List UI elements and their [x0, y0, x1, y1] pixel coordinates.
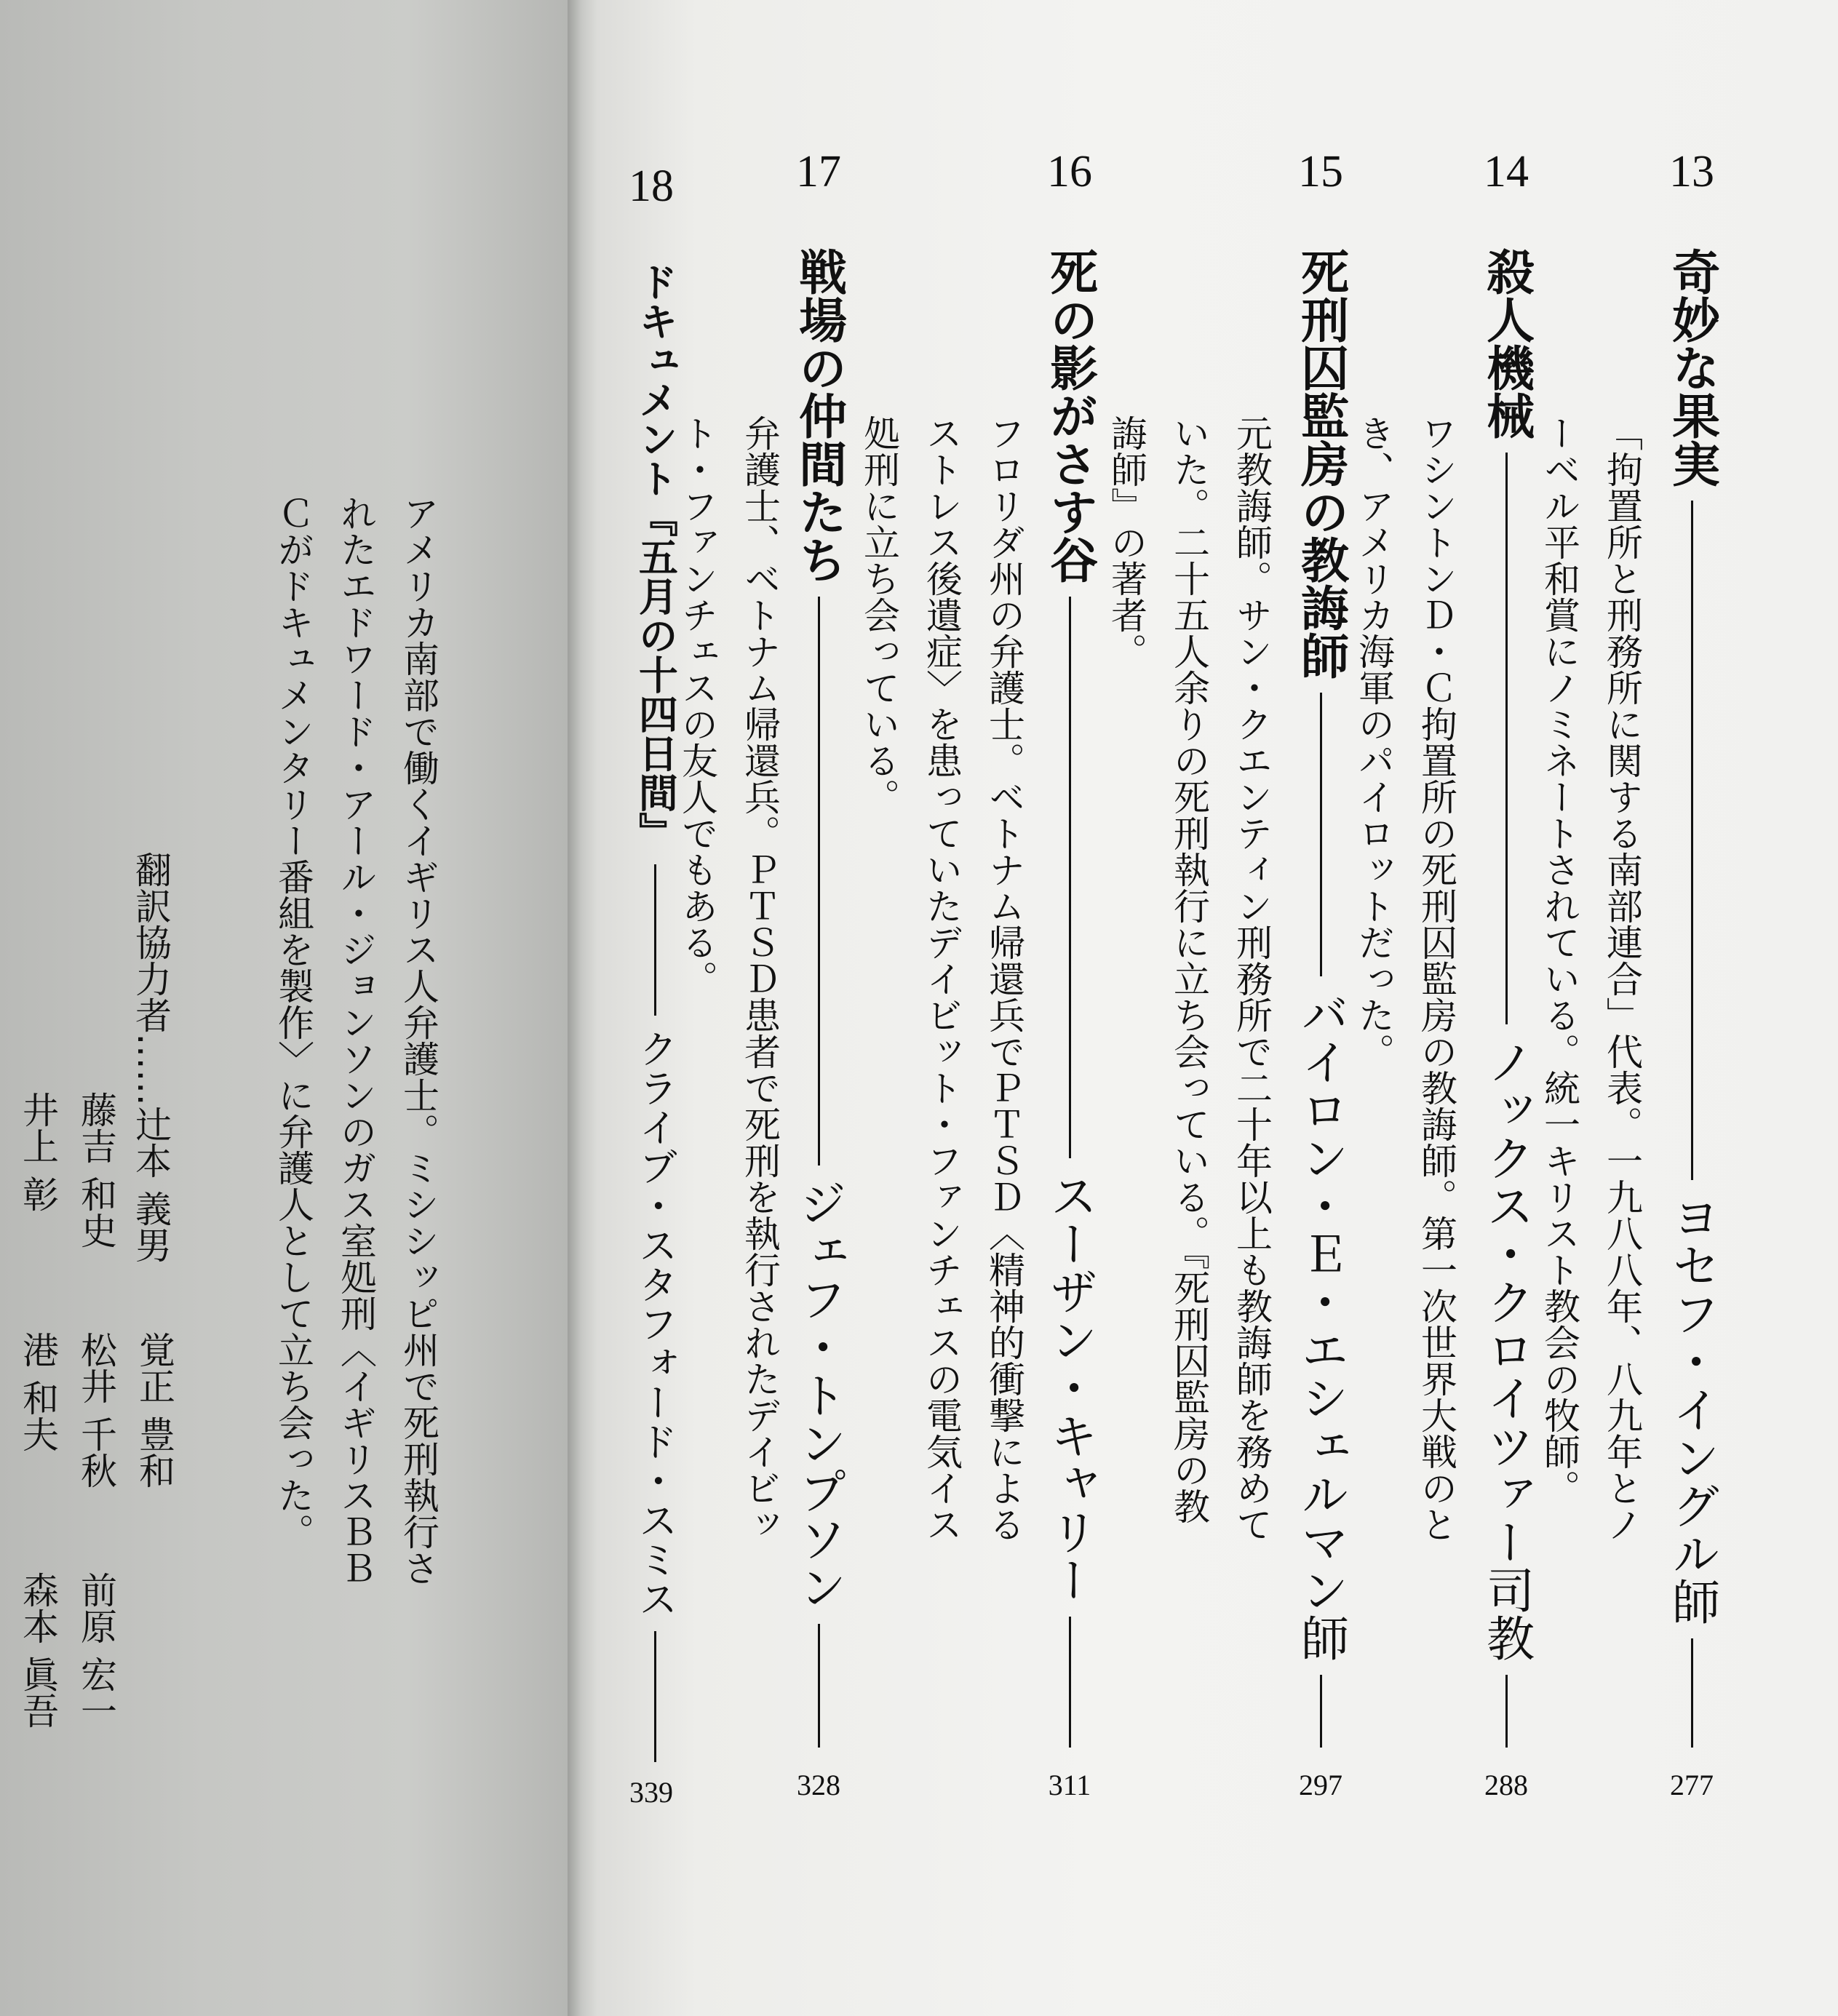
- leader-rule: [1069, 597, 1071, 1158]
- leader-rule: [654, 864, 656, 1016]
- chapter-number: 18: [629, 162, 674, 211]
- chapter-number: 15: [1298, 147, 1343, 196]
- leader-rule: [1320, 693, 1322, 976]
- chapter-number: 14: [1484, 147, 1529, 196]
- chapter-title: 死刑囚監房の教誨師 バイロン・Ｅ・エシェルマン師: [1281, 247, 1361, 1761]
- leader-rule: [818, 1624, 820, 1748]
- chapter-title: 戦場の仲間たち ジェフ・トンプソン: [779, 247, 859, 1761]
- leader-rule: [1069, 1617, 1071, 1748]
- credit-name: 前原 宏一: [75, 1571, 117, 1729]
- chapter-15-description: 元教誨師。サン・クエンティン刑務所で二十年以上も教誨師を務めて いた。二十五人余りの死刑執行に立ち会っている。『死刑囚監房の教 誨師』の著者。: [1105, 415, 1273, 1542]
- chapter-number: 13: [1669, 147, 1714, 196]
- page-number: 297: [1299, 1769, 1342, 1801]
- chapter-13-description: 「拘置所と刑務所に関する南部連合」代表。一九八八年、八九年とノ ーベル平和賞にノミネートされている。統一キリスト教会の牧師。: [1538, 415, 1643, 1542]
- credit-name: 覚正 豊和: [133, 1331, 175, 1489]
- page-number: 328: [797, 1769, 840, 1801]
- credit-name: 井上 彰: [17, 1091, 59, 1212]
- page-number: 339: [629, 1776, 673, 1809]
- credit-name: 港 和夫: [17, 1331, 59, 1452]
- credit-name: 森本 眞吾: [17, 1571, 59, 1729]
- page-number: 288: [1484, 1769, 1528, 1801]
- chapter-number: 16: [1047, 147, 1092, 196]
- credit-name: 松井 千秋: [75, 1331, 117, 1489]
- chapter-16-description: フロリダ州の弁護士。ベトナム帰還兵でＰＴＳＤ〈精神的衝撃による ストレス後遺症〉を患っていたデイビット・ファンチェスの電気イス 処刑に立ち会っている。: [858, 415, 1025, 1542]
- chapter-17-description: 弁護士、ベトナム帰還兵。ＰＴＳＤ患者で死刑を執行されたデイビッ ト・ファンチェスの友人でもある。: [676, 415, 781, 1542]
- leader-rule: [1691, 1638, 1693, 1748]
- chapter-title: ドキュメント『五月の十四日間』 クライブ・スタフォード・スミス: [618, 262, 691, 1775]
- chapter-number: 17: [796, 147, 841, 196]
- leader-rule: [1505, 1675, 1508, 1748]
- leader-rule: [1691, 501, 1693, 1180]
- credit-name: 藤吉 和史: [75, 1091, 117, 1248]
- leader-rule: [1320, 1675, 1322, 1748]
- chapter-title: 殺人機械 ノックス・クロイツァー司教: [1466, 247, 1546, 1761]
- leader-rule: [1505, 453, 1508, 1024]
- chapter-title: 死の影がさす谷 スーザン・キャリー: [1030, 247, 1110, 1761]
- credits-label: 翻訳協力者……: [130, 851, 172, 1106]
- chapter-title: 奇妙な果実 ヨセフ・イングル師: [1652, 247, 1732, 1761]
- leader-rule: [654, 1631, 656, 1762]
- chapter-14-description: ワシントンＤ・Ｃ拘置所の死刑囚監房の教誨師。第一次世界大戦のと き、アメリカ海軍のパイロットだった。: [1353, 415, 1457, 1542]
- page-number: 311: [1048, 1769, 1091, 1801]
- chapter-18-description: アメリカ南部で働くイギリス人弁護士。ミシシッピ州で死刑執行さ れたエドワード・アール・ジョンソンのガス室処刑〈イギリスＢＢ Ｃがドキュメンタリー番組を製作〉に弁護人として立ち会った。: [272, 495, 439, 1586]
- page-number: 277: [1670, 1769, 1714, 1801]
- credit-name: 辻本 義男: [130, 1106, 172, 1263]
- leader-rule: [818, 597, 820, 1166]
